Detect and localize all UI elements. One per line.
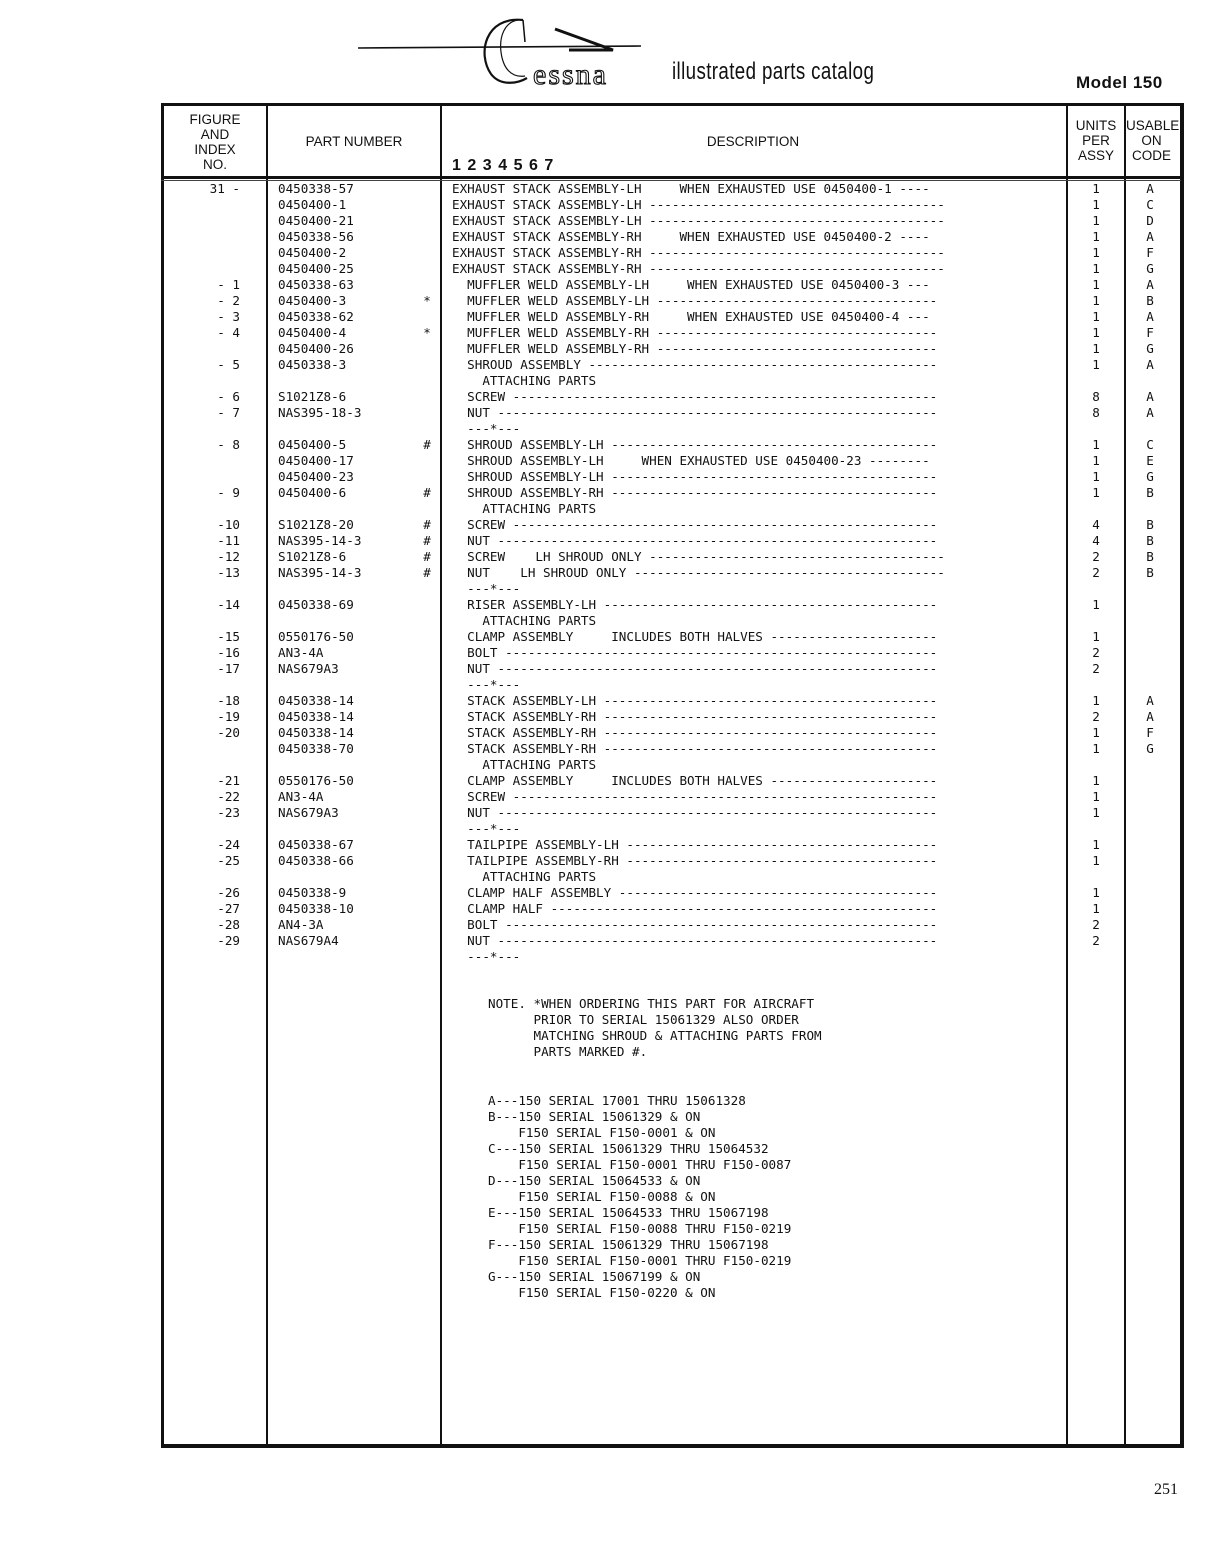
part-mark-cell: # xyxy=(423,549,431,564)
index-number-cell: -14 xyxy=(217,597,240,612)
table-row xyxy=(0,341,1212,357)
part-number-cell: 0450338-10 xyxy=(278,901,354,916)
description-cell: BOLT --------------------------------------------------------- xyxy=(452,917,938,932)
units-per-assy-cell: 1 xyxy=(1092,485,1100,500)
usable-code-line: F---150 SERIAL 15061329 THRU 15067198 xyxy=(488,1237,769,1252)
description-cell: ---*--- xyxy=(452,581,521,596)
usable-code-cell: A xyxy=(1146,693,1154,708)
usable-code-line: F150 SERIAL F150-0001 THRU F150-0087 xyxy=(488,1157,792,1172)
part-number-cell: S1021Z8-20 xyxy=(278,517,354,532)
table-row xyxy=(0,533,1212,549)
description-cell: ATTACHING PARTS xyxy=(452,613,597,628)
part-number-cell: S1021Z8-6 xyxy=(278,389,347,404)
part-number-cell: 0450338-67 xyxy=(278,837,354,852)
units-per-assy-cell: 2 xyxy=(1092,645,1100,660)
description-cell: SHROUD ASSEMBLY-LH ------------------------------------------- xyxy=(452,437,938,452)
part-number-cell: 0450400-21 xyxy=(278,213,354,228)
usable-code-line: G---150 SERIAL 15067199 & ON xyxy=(488,1269,701,1284)
cessna-logo xyxy=(355,12,655,102)
description-cell: CLAMP HALF ASSEMBLY ------------------------------------------ xyxy=(452,885,938,900)
table-row xyxy=(0,917,1212,933)
table-row xyxy=(0,245,1212,261)
units-per-assy-cell: 8 xyxy=(1092,405,1100,420)
part-number-cell: 0450338-63 xyxy=(278,277,354,292)
table-row xyxy=(0,741,1212,757)
part-mark-cell: # xyxy=(423,485,431,500)
index-number-cell: - 5 xyxy=(217,357,240,372)
usable-code-cell: D xyxy=(1146,213,1154,228)
usable-code-cell: A xyxy=(1146,709,1154,724)
index-number-cell: - 1 xyxy=(217,277,240,292)
description-cell: EXHAUST STACK ASSEMBLY-LH --------------------------------------- xyxy=(452,213,945,228)
part-number-cell: NAS679A3 xyxy=(278,805,339,820)
part-mark-cell: # xyxy=(423,533,431,548)
part-mark-cell: * xyxy=(423,325,431,340)
table-row xyxy=(0,949,1212,965)
description-cell: CLAMP HALF --------------------------------------------------- xyxy=(452,901,938,916)
usable-code-cell: G xyxy=(1146,341,1154,356)
table-row xyxy=(0,453,1212,469)
usable-code-cell: E xyxy=(1146,453,1154,468)
note-line: PRIOR TO SERIAL 15061329 ALSO ORDER xyxy=(488,1012,799,1027)
index-number-cell: -18 xyxy=(217,693,240,708)
description-cell: MUFFLER WELD ASSEMBLY-LH WHEN EXHAUSTED USE 0450400-3 --- xyxy=(452,277,930,292)
description-cell: EXHAUST STACK ASSEMBLY-RH --------------------------------------- xyxy=(452,261,945,276)
usable-code-cell: A xyxy=(1146,405,1154,420)
table-row xyxy=(0,757,1212,773)
table-row xyxy=(0,229,1212,245)
usable-code-line: F150 SERIAL F150-0001 THRU F150-0219 xyxy=(488,1253,792,1268)
table-row xyxy=(0,933,1212,949)
description-cell: TAILPIPE ASSEMBLY-LH ----------------------------------------- xyxy=(452,837,938,852)
index-number-cell: -29 xyxy=(217,933,240,948)
header-figure-index: FIGURE AND INDEX NO. xyxy=(189,112,241,172)
usable-code-cell: G xyxy=(1146,261,1154,276)
description-cell: MUFFLER WELD ASSEMBLY-RH ------------------------------------- xyxy=(452,341,938,356)
page-number: 251 xyxy=(1154,1481,1178,1498)
index-number-cell: - 2 xyxy=(217,293,240,308)
part-number-cell: 0550176-50 xyxy=(278,773,354,788)
description-cell: CLAMP ASSEMBLY INCLUDES BOTH HALVES ---------------------- xyxy=(452,629,938,644)
units-per-assy-cell: 8 xyxy=(1092,389,1100,404)
description-cell: NUT ---------------------------------------------------------- xyxy=(452,805,938,820)
note-line: PARTS MARKED #. xyxy=(488,1044,648,1059)
table-row xyxy=(0,549,1212,565)
usable-code-cell: F xyxy=(1146,245,1154,260)
catalog-title: illustrated parts catalog xyxy=(672,58,875,85)
description-cell: MUFFLER WELD ASSEMBLY-RH ------------------------------------- xyxy=(452,325,938,340)
description-cell: EXHAUST STACK ASSEMBLY-RH --------------------------------------- xyxy=(452,245,945,260)
index-number-cell: -23 xyxy=(217,805,240,820)
part-number-cell: AN3-4A xyxy=(278,645,324,660)
units-per-assy-cell: 4 xyxy=(1092,517,1100,532)
description-cell: MUFFLER WELD ASSEMBLY-LH ------------------------------------- xyxy=(452,293,938,308)
units-per-assy-cell: 1 xyxy=(1092,213,1100,228)
description-cell: NUT ---------------------------------------------------------- xyxy=(452,661,938,676)
description-cell: STACK ASSEMBLY-RH -------------------------------------------- xyxy=(452,709,938,724)
table-row xyxy=(0,645,1212,661)
usable-code-cell: B xyxy=(1146,293,1154,308)
usable-code-line: F150 SERIAL F150-0220 & ON xyxy=(488,1285,716,1300)
units-per-assy-cell: 1 xyxy=(1092,773,1100,788)
usable-code-line: C---150 SERIAL 15061329 THRU 15064532 xyxy=(488,1141,769,1156)
description-cell: ---*--- xyxy=(452,677,521,692)
index-number-cell: -20 xyxy=(217,725,240,740)
table-row xyxy=(0,837,1212,853)
part-number-cell: 0450338-3 xyxy=(278,357,347,372)
table-row xyxy=(0,693,1212,709)
description-cell: SHROUD ASSEMBLY-LH WHEN EXHAUSTED USE 0450400-23 -------- xyxy=(452,453,930,468)
table-row xyxy=(0,821,1212,837)
usable-code-line: B---150 SERIAL 15061329 & ON xyxy=(488,1109,701,1124)
units-per-assy-cell: 1 xyxy=(1092,261,1100,276)
index-number-cell: -26 xyxy=(217,885,240,900)
part-number-cell: NAS395-18-3 xyxy=(278,405,362,420)
usable-code-cell: F xyxy=(1146,725,1154,740)
usable-code-cell: A xyxy=(1146,277,1154,292)
units-per-assy-cell: 1 xyxy=(1092,277,1100,292)
index-number-cell: -15 xyxy=(217,629,240,644)
table-row xyxy=(0,677,1212,693)
part-number-cell: NAS679A4 xyxy=(278,933,339,948)
table-row xyxy=(0,901,1212,917)
description-cell: ---*--- xyxy=(452,949,521,964)
part-number-cell: 0450338-66 xyxy=(278,853,354,868)
part-number-cell: 0450400-2 xyxy=(278,245,347,260)
table-row xyxy=(0,885,1212,901)
units-per-assy-cell: 1 xyxy=(1092,341,1100,356)
description-cell: NUT ---------------------------------------------------------- xyxy=(452,405,938,420)
units-per-assy-cell: 1 xyxy=(1092,181,1100,196)
table-row xyxy=(0,725,1212,741)
part-number-cell: 0450400-6 xyxy=(278,485,347,500)
description-cell: RISER ASSEMBLY-LH -------------------------------------------- xyxy=(452,597,938,612)
table-row xyxy=(0,197,1212,213)
index-number-cell: - 9 xyxy=(217,485,240,500)
part-mark-cell: * xyxy=(423,293,431,308)
index-number-cell: - 8 xyxy=(217,437,240,452)
index-number-cell: -16 xyxy=(217,645,240,660)
units-per-assy-cell: 1 xyxy=(1092,229,1100,244)
table-row xyxy=(0,181,1212,197)
usable-code-line: F150 SERIAL F150-0001 & ON xyxy=(488,1125,716,1140)
description-cell: ATTACHING PARTS xyxy=(452,869,597,884)
part-number-cell: 0450338-14 xyxy=(278,725,354,740)
usable-code-cell: B xyxy=(1146,517,1154,532)
description-cell: SCREW -------------------------------------------------------- xyxy=(452,517,938,532)
usable-code-cell: C xyxy=(1146,197,1154,212)
description-cell: NUT LH SHROUD ONLY ----------------------------------------- xyxy=(452,565,945,580)
part-mark-cell: # xyxy=(423,565,431,580)
header-description: DESCRIPTION xyxy=(706,134,800,149)
table-row xyxy=(0,581,1212,597)
units-per-assy-cell: 2 xyxy=(1092,917,1100,932)
index-number-cell: -25 xyxy=(217,853,240,868)
part-number-cell: 0450400-5 xyxy=(278,437,347,452)
units-per-assy-cell: 1 xyxy=(1092,741,1100,756)
table-row xyxy=(0,357,1212,373)
index-number-cell: - 7 xyxy=(217,405,240,420)
table-row xyxy=(0,325,1212,341)
units-per-assy-cell: 2 xyxy=(1092,709,1100,724)
part-number-cell: 0450338-56 xyxy=(278,229,354,244)
description-cell: SCREW -------------------------------------------------------- xyxy=(452,789,938,804)
part-number-cell: 0450338-9 xyxy=(278,885,347,900)
units-per-assy-cell: 1 xyxy=(1092,901,1100,916)
usable-code-line: D---150 SERIAL 15064533 & ON xyxy=(488,1173,701,1188)
index-number-cell: -28 xyxy=(217,917,240,932)
part-number-cell: NAS395-14-3 xyxy=(278,533,362,548)
units-per-assy-cell: 1 xyxy=(1092,789,1100,804)
part-number-cell: 0450338-69 xyxy=(278,597,354,612)
units-per-assy-cell: 1 xyxy=(1092,885,1100,900)
description-cell: STACK ASSEMBLY-RH -------------------------------------------- xyxy=(452,741,938,756)
table-row xyxy=(0,501,1212,517)
note-line: MATCHING SHROUD & ATTACHING PARTS FROM xyxy=(488,1028,822,1043)
table-row xyxy=(0,629,1212,645)
usable-code-cell: G xyxy=(1146,741,1154,756)
description-cell: SHROUD ASSEMBLY-RH ------------------------------------------- xyxy=(452,485,938,500)
units-per-assy-cell: 1 xyxy=(1092,357,1100,372)
description-cell: EXHAUST STACK ASSEMBLY-RH WHEN EXHAUSTED USE 0450400-2 ---- xyxy=(452,229,930,244)
description-cell: ATTACHING PARTS xyxy=(452,757,597,772)
table-row xyxy=(0,373,1212,389)
description-cell: NUT ---------------------------------------------------------- xyxy=(452,533,938,548)
description-cell: NUT ---------------------------------------------------------- xyxy=(452,933,938,948)
usable-code-cell: B xyxy=(1146,549,1154,564)
index-number-cell: -11 xyxy=(217,533,240,548)
index-number-cell: -17 xyxy=(217,661,240,676)
usable-code-line: A---150 SERIAL 17001 THRU 15061328 xyxy=(488,1093,746,1108)
header-usable-on-code: USABLE ON CODE xyxy=(1126,118,1180,163)
part-number-cell: AN4-3A xyxy=(278,917,324,932)
model-label: Model 150 xyxy=(1076,73,1163,92)
units-per-assy-cell: 2 xyxy=(1092,933,1100,948)
description-cell: SHROUD ASSEMBLY-LH ------------------------------------------- xyxy=(452,469,938,484)
units-per-assy-cell: 2 xyxy=(1092,549,1100,564)
description-cell: SCREW -------------------------------------------------------- xyxy=(452,389,938,404)
table-row xyxy=(0,517,1212,533)
ordering-note xyxy=(488,996,822,1060)
usable-codes-legend xyxy=(488,1093,791,1301)
units-per-assy-cell: 1 xyxy=(1092,309,1100,324)
svg-text:essna: essna xyxy=(533,58,608,91)
usable-code-line: F150 SERIAL F150-0088 THRU F150-0219 xyxy=(488,1221,792,1236)
usable-code-cell: A xyxy=(1146,181,1154,196)
description-cell: EXHAUST STACK ASSEMBLY-LH --------------------------------------- xyxy=(452,197,945,212)
index-number-cell: - 6 xyxy=(217,389,240,404)
description-cell: EXHAUST STACK ASSEMBLY-LH WHEN EXHAUSTED USE 0450400-1 ---- xyxy=(452,181,930,196)
table-row xyxy=(0,421,1212,437)
table-row xyxy=(0,309,1212,325)
table-row xyxy=(0,661,1212,677)
units-per-assy-cell: 2 xyxy=(1092,661,1100,676)
part-number-cell: 0450400-26 xyxy=(278,341,354,356)
units-per-assy-cell: 1 xyxy=(1092,469,1100,484)
description-cell: ATTACHING PARTS xyxy=(452,501,597,516)
description-cell: ---*--- xyxy=(452,421,521,436)
part-number-cell: 0450338-62 xyxy=(278,309,354,324)
description-cell: STACK ASSEMBLY-RH -------------------------------------------- xyxy=(452,725,938,740)
index-number-cell: -10 xyxy=(217,517,240,532)
header-part-number: PART NUMBER xyxy=(305,134,403,149)
units-per-assy-cell: 1 xyxy=(1092,325,1100,340)
index-number-cell: -27 xyxy=(217,901,240,916)
table-row xyxy=(0,789,1212,805)
units-per-assy-cell: 4 xyxy=(1092,533,1100,548)
part-number-cell: S1021Z8-6 xyxy=(278,549,347,564)
usable-code-cell: G xyxy=(1146,469,1154,484)
usable-code-line: E---150 SERIAL 15064533 THRU 15067198 xyxy=(488,1205,769,1220)
table-row xyxy=(0,437,1212,453)
table-row xyxy=(0,805,1212,821)
table-row xyxy=(0,709,1212,725)
units-per-assy-cell: 1 xyxy=(1092,597,1100,612)
table-row xyxy=(0,293,1212,309)
part-mark-cell: # xyxy=(423,437,431,452)
table-row xyxy=(0,485,1212,501)
index-number-cell: -12 xyxy=(217,549,240,564)
table-row xyxy=(0,773,1212,789)
table-row xyxy=(0,389,1212,405)
usable-code-cell: A xyxy=(1146,309,1154,324)
usable-code-cell: C xyxy=(1146,437,1154,452)
header-divider xyxy=(161,176,1181,179)
index-number-cell: - 4 xyxy=(217,325,240,340)
table-row xyxy=(0,597,1212,613)
units-per-assy-cell: 2 xyxy=(1092,565,1100,580)
index-number-cell: -19 xyxy=(217,709,240,724)
units-per-assy-cell: 1 xyxy=(1092,437,1100,452)
units-per-assy-cell: 1 xyxy=(1092,245,1100,260)
usable-code-cell: F xyxy=(1146,325,1154,340)
units-per-assy-cell: 1 xyxy=(1092,837,1100,852)
units-per-assy-cell: 1 xyxy=(1092,853,1100,868)
header-units-per-assy: UNITS PER ASSY xyxy=(1075,118,1117,163)
index-number-cell: -24 xyxy=(217,837,240,852)
description-cell: STACK ASSEMBLY-LH -------------------------------------------- xyxy=(452,693,938,708)
part-number-cell: 0450400-3 xyxy=(278,293,347,308)
table-row xyxy=(0,869,1212,885)
part-number-cell: AN3-4A xyxy=(278,789,324,804)
table-row xyxy=(0,853,1212,869)
note-line: NOTE. *WHEN ORDERING THIS PART FOR AIRCRAFT xyxy=(488,996,815,1011)
index-number-cell: -21 xyxy=(217,773,240,788)
table-row xyxy=(0,469,1212,485)
index-number-cell: - 3 xyxy=(217,309,240,324)
part-number-cell: 0450338-14 xyxy=(278,709,354,724)
usable-code-cell: B xyxy=(1146,485,1154,500)
units-per-assy-cell: 1 xyxy=(1092,629,1100,644)
usable-code-cell: A xyxy=(1146,389,1154,404)
description-cell: SCREW LH SHROUD ONLY --------------------------------------- xyxy=(452,549,945,564)
table-row xyxy=(0,277,1212,293)
usable-code-cell: B xyxy=(1146,565,1154,580)
usable-code-cell: A xyxy=(1146,357,1154,372)
index-number-cell: -13 xyxy=(217,565,240,580)
description-cell: BOLT --------------------------------------------------------- xyxy=(452,645,938,660)
description-cell: ATTACHING PARTS xyxy=(452,373,597,388)
units-per-assy-cell: 1 xyxy=(1092,693,1100,708)
index-number-cell: 31 - xyxy=(209,181,240,196)
part-mark-cell: # xyxy=(423,517,431,532)
description-cell: MUFFLER WELD ASSEMBLY-RH WHEN EXHAUSTED USE 0450400-4 --- xyxy=(452,309,930,324)
part-number-cell: 0450400-17 xyxy=(278,453,354,468)
description-cell: ---*--- xyxy=(452,821,521,836)
table-row xyxy=(0,565,1212,581)
units-per-assy-cell: 1 xyxy=(1092,725,1100,740)
units-per-assy-cell: 1 xyxy=(1092,293,1100,308)
description-cell: SHROUD ASSEMBLY ---------------------------------------------- xyxy=(452,357,938,372)
table-row xyxy=(0,405,1212,421)
units-per-assy-cell: 1 xyxy=(1092,197,1100,212)
table-row xyxy=(0,261,1212,277)
units-per-assy-cell: 1 xyxy=(1092,805,1100,820)
part-number-cell: 0450400-4 xyxy=(278,325,347,340)
part-number-cell: 0450400-25 xyxy=(278,261,354,276)
part-number-cell: 0550176-50 xyxy=(278,629,354,644)
units-per-assy-cell: 1 xyxy=(1092,453,1100,468)
index-number-cell: -22 xyxy=(217,789,240,804)
part-number-cell: 0450338-57 xyxy=(278,181,354,196)
table-row xyxy=(0,213,1212,229)
usable-code-cell: A xyxy=(1146,229,1154,244)
part-number-cell: 0450400-1 xyxy=(278,197,347,212)
usable-code-cell: B xyxy=(1146,533,1154,548)
usable-code-line: F150 SERIAL F150-0088 & ON xyxy=(488,1189,716,1204)
part-number-cell: 0450400-23 xyxy=(278,469,354,484)
description-cell: CLAMP ASSEMBLY INCLUDES BOTH HALVES ---------------------- xyxy=(452,773,938,788)
part-number-cell: 0450338-14 xyxy=(278,693,354,708)
part-number-cell: 0450338-70 xyxy=(278,741,354,756)
header-indent-columns: 1234567 xyxy=(452,157,560,174)
description-cell: TAILPIPE ASSEMBLY-RH ----------------------------------------- xyxy=(452,853,938,868)
part-number-cell: NAS679A3 xyxy=(278,661,339,676)
part-number-cell: NAS395-14-3 xyxy=(278,565,362,580)
table-row xyxy=(0,613,1212,629)
